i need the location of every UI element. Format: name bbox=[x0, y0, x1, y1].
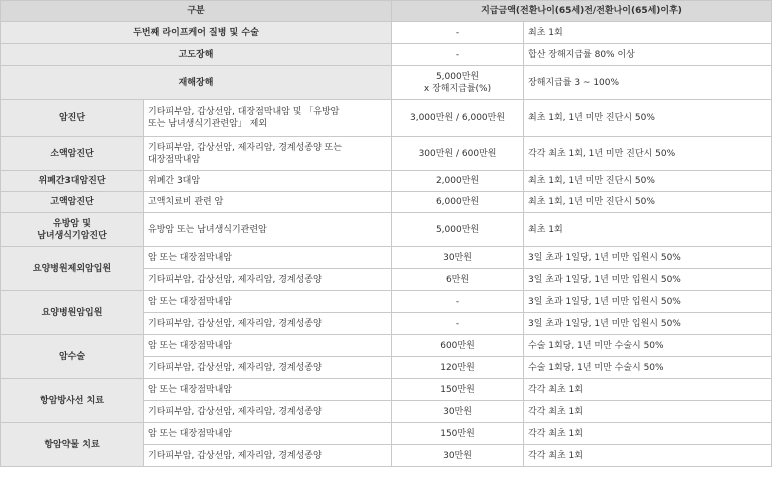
row-subcategory: 유방암 또는 남녀생식기관련암 bbox=[144, 213, 392, 247]
group-category: 요양병원제외암입원 bbox=[1, 247, 144, 291]
row-condition: 최초 1회, 1년 미만 진단시 50% bbox=[524, 192, 772, 213]
table-row bbox=[1, 423, 772, 445]
table-row bbox=[1, 66, 772, 100]
row-amount: 300만원 / 600만원 bbox=[392, 137, 524, 171]
row-condition: 3일 초과 1일당, 1년 미만 입원시 50% bbox=[524, 269, 772, 291]
table-row bbox=[1, 291, 772, 313]
row-amount: 30만원 bbox=[392, 445, 524, 467]
row-amount: 2,000만원 bbox=[392, 171, 524, 192]
row-amount: 120만원 bbox=[392, 357, 524, 379]
row-condition: 장해지급률 3 ~ 100% bbox=[524, 66, 772, 100]
group-category: 항암약물 치료 bbox=[1, 423, 144, 467]
row-condition: 최초 1회, 1년 미만 진단시 50% bbox=[524, 100, 772, 137]
row-amount: 30만원 bbox=[392, 401, 524, 423]
row-amount: 5,000만원 bbox=[392, 213, 524, 247]
row-amount: 6만원 bbox=[392, 269, 524, 291]
table-row bbox=[1, 22, 772, 44]
row-subcategory: 기타피부암, 갑상선암, 제자리암, 경계성종양 bbox=[144, 313, 392, 335]
row-condition: 3일 초과 1일당, 1년 미만 입원시 50% bbox=[524, 313, 772, 335]
row-condition: 각각 최초 1회, 1년 미만 진단시 50% bbox=[524, 137, 772, 171]
row-amount: - bbox=[392, 22, 524, 44]
row-subcategory: 암 또는 대장점막내암 bbox=[144, 291, 392, 313]
table-row bbox=[1, 379, 772, 401]
row-amount: - bbox=[392, 44, 524, 66]
row-category bbox=[1, 213, 144, 247]
row-condition: 최초 1회 bbox=[524, 213, 772, 247]
row-category: 위폐간3대암진단 bbox=[1, 171, 144, 192]
table-row bbox=[1, 335, 772, 357]
row-category: 고도장해 bbox=[1, 44, 392, 66]
header-category: 구분 bbox=[1, 1, 392, 22]
amount-line: 5,000만원 bbox=[435, 71, 480, 82]
subcategory-line: 대장점막내암 bbox=[148, 154, 201, 165]
table-row bbox=[1, 171, 772, 192]
row-subcategory bbox=[144, 137, 392, 171]
subcategory-line: 또는 남녀생식기관련암」 제외 bbox=[148, 119, 268, 129]
subcategory-line: 기타피부암, 갑상선암, 대장점막내암 및 「유방암 bbox=[148, 107, 340, 117]
row-subcategory: 암 또는 대장점막내암 bbox=[144, 247, 392, 269]
group-category: 요양병원암입원 bbox=[1, 291, 144, 335]
row-category: 소액암진단 bbox=[1, 137, 144, 171]
table-row bbox=[1, 192, 772, 213]
row-subcategory: 기타피부암, 갑상선암, 제자리암, 경계성종양 bbox=[144, 357, 392, 379]
row-amount: 600만원 bbox=[392, 335, 524, 357]
row-category: 고액암진단 bbox=[1, 192, 144, 213]
group-category: 암수술 bbox=[1, 335, 144, 379]
row-condition: 3일 초과 1일당, 1년 미만 입원시 50% bbox=[524, 247, 772, 269]
row-condition: 최초 1회, 1년 미만 진단시 50% bbox=[524, 171, 772, 192]
row-amount: 150만원 bbox=[392, 423, 524, 445]
row-condition: 각각 최초 1회 bbox=[524, 401, 772, 423]
category-line: 유방암 및 bbox=[53, 218, 91, 229]
row-amount: - bbox=[392, 313, 524, 335]
amount-line: x 장해지급률(%) bbox=[423, 83, 492, 94]
row-amount: 30만원 bbox=[392, 247, 524, 269]
table-row bbox=[1, 100, 772, 137]
row-category: 암진단 bbox=[1, 100, 144, 137]
table-row bbox=[1, 247, 772, 269]
table-header-row bbox=[1, 1, 772, 22]
row-condition: 합산 장해지급률 80% 이상 bbox=[524, 44, 772, 66]
row-subcategory: 위폐간 3대암 bbox=[144, 171, 392, 192]
row-condition: 수술 1회당, 1년 미만 수술시 50% bbox=[524, 335, 772, 357]
row-condition: 각각 최초 1회 bbox=[524, 423, 772, 445]
row-subcategory: 암 또는 대장점막내암 bbox=[144, 379, 392, 401]
row-amount: - bbox=[392, 291, 524, 313]
row-amount bbox=[392, 66, 524, 100]
row-condition: 수술 1회당, 1년 미만 수술시 50% bbox=[524, 357, 772, 379]
row-condition: 각각 최초 1회 bbox=[524, 445, 772, 467]
row-subcategory: 기타피부암, 갑상선암, 제자리암, 경계성종양 bbox=[144, 401, 392, 423]
table-row bbox=[1, 213, 772, 247]
row-amount: 3,000만원 / 6,000만원 bbox=[392, 100, 524, 137]
row-amount: 6,000만원 bbox=[392, 192, 524, 213]
row-amount: 150만원 bbox=[392, 379, 524, 401]
row-condition: 3일 초과 1일당, 1년 미만 입원시 50% bbox=[524, 291, 772, 313]
table-row bbox=[1, 44, 772, 66]
subcategory-line: 기타피부암, 갑상선암, 제자리암, 경계성종양 또는 bbox=[148, 142, 342, 153]
row-category: 두번째 라이프케어 질병 및 수술 bbox=[1, 22, 392, 44]
row-category: 재해장해 bbox=[1, 66, 392, 100]
row-subcategory bbox=[144, 100, 392, 137]
row-subcategory: 암 또는 대장점막내암 bbox=[144, 423, 392, 445]
row-subcategory: 기타피부암, 갑상선암, 제자리암, 경계성종양 bbox=[144, 445, 392, 467]
row-condition: 최초 1회 bbox=[524, 22, 772, 44]
row-condition: 각각 최초 1회 bbox=[524, 379, 772, 401]
header-amount: 지급금액(전환나이(65세)전/전환나이(65세)이후) bbox=[392, 1, 772, 22]
row-subcategory: 기타피부암, 갑상선암, 제자리암, 경계성종양 bbox=[144, 269, 392, 291]
row-subcategory: 고액치료비 관련 암 bbox=[144, 192, 392, 213]
group-category: 항암방사선 치료 bbox=[1, 379, 144, 423]
row-subcategory: 암 또는 대장점막내암 bbox=[144, 335, 392, 357]
table-row bbox=[1, 137, 772, 171]
category-line: 남녀생식기암진단 bbox=[37, 230, 107, 241]
